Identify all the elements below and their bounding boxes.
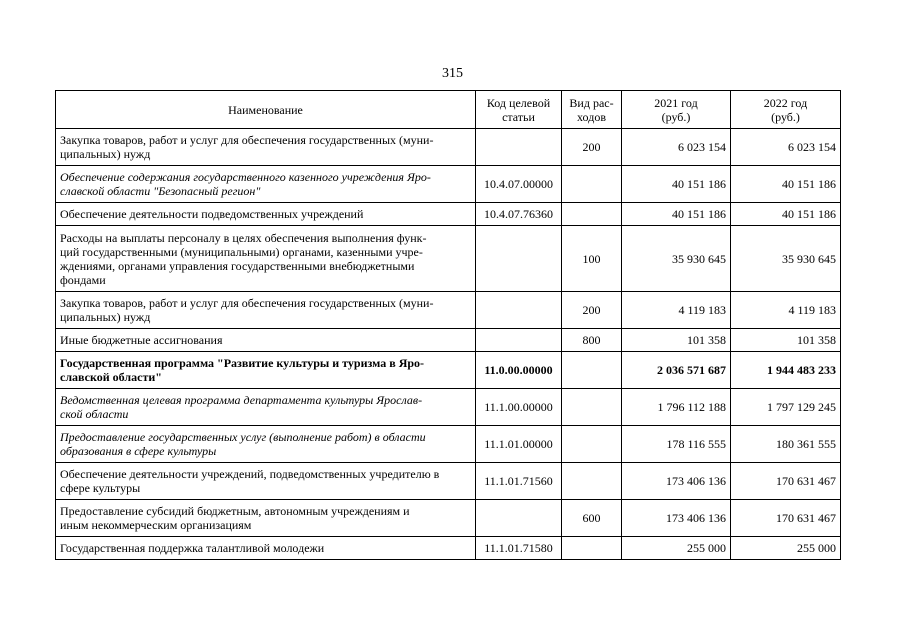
cell-kind [562, 352, 622, 389]
table-row [56, 166, 841, 203]
cell-name-line: Расходы на выплаты персоналу в целях обеспечения выполнения функ- [60, 230, 427, 245]
table-header-row [56, 91, 841, 129]
cell-name-line: ской области [60, 407, 129, 421]
cell-name [56, 389, 476, 426]
cell-name [56, 537, 476, 560]
cell-name-line: Предоставление государственных услуг (выполнение работ) в области [60, 430, 426, 444]
budget-table [55, 90, 841, 560]
cell-y2022: 170 631 467 [731, 500, 841, 537]
cell-name-line: Обеспечение деятельности учреждений, подведомственных учредителю в [60, 467, 440, 481]
cell-kind [562, 426, 622, 463]
cell-name-line: фондами [60, 272, 106, 287]
cell-code: 11.1.01.00000 [476, 426, 562, 463]
cell-y2022: 1 797 129 245 [731, 389, 841, 426]
cell-name-line: Обеспечение деятельности подведомственных учреждений [60, 207, 364, 221]
cell-name-line: ципальных) нужд [60, 310, 151, 324]
cell-code: 11.1.01.71560 [476, 463, 562, 500]
header-name: Наименование [56, 91, 476, 129]
cell-name-line: Государственная поддержка талантливой молодежи [60, 541, 325, 555]
cell-name-line: Ведомственная целевая программа департамента культуры Ярослав- [60, 393, 423, 407]
cell-kind: 600 [562, 500, 622, 537]
cell-code: 10.4.07.00000 [476, 166, 562, 203]
cell-name [56, 463, 476, 500]
cell-y2022: 180 361 555 [731, 426, 841, 463]
cell-kind: 800 [562, 329, 622, 352]
cell-name-line: славской области" [60, 370, 162, 384]
cell-name-line: образования в сфере культуры [60, 444, 217, 458]
header-code: Код целевой статьи [476, 91, 562, 129]
cell-name [56, 166, 476, 203]
cell-name-line: Предоставление субсидий бюджетным, автономным учреждениям и [60, 504, 410, 518]
cell-code: 10.4.07.76360 [476, 203, 562, 226]
table-row [56, 389, 841, 426]
cell-name [56, 329, 476, 352]
cell-y2022: 35 930 645 [731, 226, 841, 292]
cell-name-line: ждениями, органами управления государственными внебюджетными [60, 258, 415, 273]
cell-kind [562, 463, 622, 500]
cell-kind: 100 [562, 226, 622, 292]
cell-y2021: 1 796 112 188 [622, 389, 731, 426]
header-2021: 2021 год (руб.) [622, 91, 731, 129]
table-row [56, 329, 841, 352]
cell-name [56, 129, 476, 166]
cell-y2021: 40 151 186 [622, 203, 731, 226]
cell-name [56, 226, 476, 292]
cell-y2021: 255 000 [622, 537, 731, 560]
cell-name-line: славской области "Безопасный регион" [60, 184, 261, 198]
cell-kind: 200 [562, 129, 622, 166]
header-kind: Вид рас- ходов [562, 91, 622, 129]
cell-code [476, 226, 562, 292]
cell-kind: 200 [562, 292, 622, 329]
cell-name-line: ций государственными (муниципальными) органами, казенными учре- [60, 244, 423, 259]
cell-y2022: 255 000 [731, 537, 841, 560]
cell-y2021: 40 151 186 [622, 166, 731, 203]
cell-y2022: 101 358 [731, 329, 841, 352]
cell-kind [562, 537, 622, 560]
cell-y2021: 2 036 571 687 [622, 352, 731, 389]
page-number: 315 [442, 66, 463, 81]
cell-name-line: иным некоммерческим организациям [60, 518, 252, 532]
cell-kind [562, 389, 622, 426]
table-row [56, 426, 841, 463]
cell-y2021: 173 406 136 [622, 463, 731, 500]
table-row [56, 352, 841, 389]
cell-code [476, 500, 562, 537]
table-row [56, 226, 841, 292]
cell-code [476, 292, 562, 329]
cell-y2022: 1 944 483 233 [731, 352, 841, 389]
cell-y2021: 4 119 183 [622, 292, 731, 329]
cell-y2022: 170 631 467 [731, 463, 841, 500]
table-row [56, 537, 841, 560]
cell-kind [562, 203, 622, 226]
cell-code: 11.1.01.71580 [476, 537, 562, 560]
cell-y2021: 101 358 [622, 329, 731, 352]
cell-code: 11.0.00.00000 [476, 352, 562, 389]
cell-kind [562, 166, 622, 203]
table-row [56, 463, 841, 500]
cell-y2021: 35 930 645 [622, 226, 731, 292]
cell-code: 11.1.00.00000 [476, 389, 562, 426]
table-row [56, 500, 841, 537]
table-row [56, 203, 841, 226]
cell-y2022: 6 023 154 [731, 129, 841, 166]
cell-y2021: 178 116 555 [622, 426, 731, 463]
cell-name-line: Закупка товаров, работ и услуг для обеспечения государственных (муни- [60, 133, 434, 147]
cell-name [56, 203, 476, 226]
cell-name [56, 500, 476, 537]
cell-name [56, 352, 476, 389]
cell-name-line: Обеспечение содержания государственного казенного учреждения Яро- [60, 170, 431, 184]
cell-name-line: ципальных) нужд [60, 147, 151, 161]
header-2022: 2022 год (руб.) [731, 91, 841, 129]
cell-name-line: Государственная программа "Развитие культуры и туризма в Яро- [60, 356, 425, 370]
cell-y2022: 40 151 186 [731, 166, 841, 203]
cell-y2021: 173 406 136 [622, 500, 731, 537]
table-row [56, 292, 841, 329]
cell-name-line: Иные бюджетные ассигнования [60, 333, 223, 347]
cell-y2022: 40 151 186 [731, 203, 841, 226]
cell-code [476, 329, 562, 352]
cell-name [56, 292, 476, 329]
cell-y2021: 6 023 154 [622, 129, 731, 166]
cell-code [476, 129, 562, 166]
cell-y2022: 4 119 183 [731, 292, 841, 329]
cell-name-line: Закупка товаров, работ и услуг для обеспечения государственных (муни- [60, 296, 434, 310]
table-row [56, 129, 841, 166]
cell-name [56, 426, 476, 463]
cell-name-line: сфере культуры [60, 481, 141, 495]
